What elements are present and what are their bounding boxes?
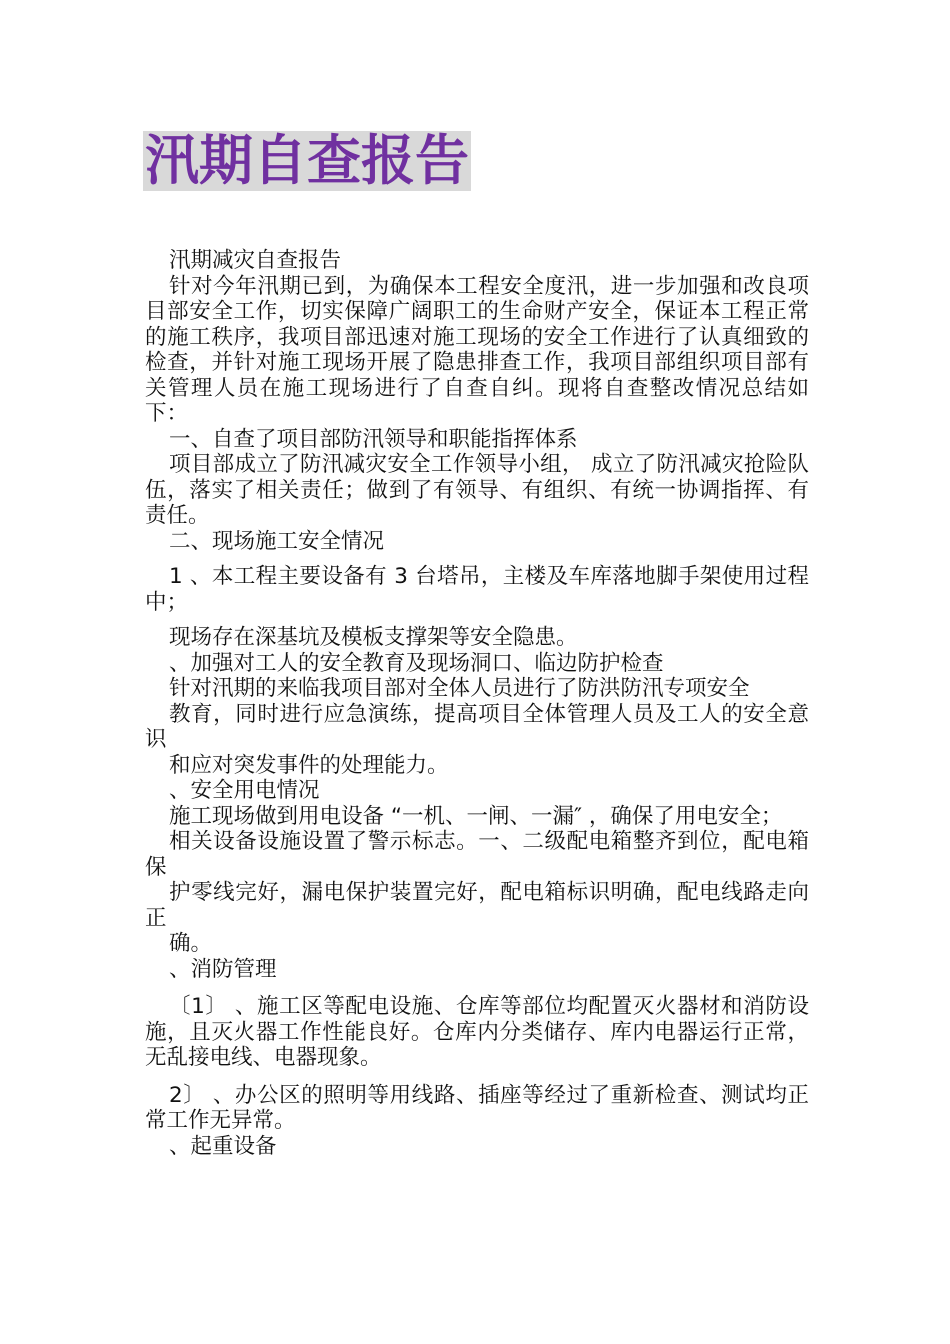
paragraph-section-2-heading: 二、现场施工安全情况: [169, 528, 385, 554]
document-body: [145, 248, 809, 1159]
paragraph-fire-heading: 、消防管理: [169, 956, 277, 982]
paragraph-subtitle: 汛期减灾自查报告: [169, 248, 342, 273]
paragraph-education-heading: 、加强对工人的安全教育及现场洞口、临边防护检查: [169, 650, 664, 676]
paragraph-electric-3: 护零线完好，漏电保护装置完好，配电箱标识明确，配电线路走向正: [145, 880, 809, 931]
paragraph-fire-2: 2〕 、办公区的照明等用线路、插座等经过了重新检查、测试均正常工作无异常。: [145, 1082, 809, 1133]
paragraph-electric-2: 相关设备设施设置了警示标志。一、二级配电箱整齐到位，配电箱保: [145, 829, 809, 880]
paragraph-lifting-heading: 、起重设备: [169, 1133, 277, 1159]
paragraph-education-1: 针对汛期的来临我项目部对全体人员进行了防洪防汛专项安全: [169, 676, 750, 701]
paragraph-section-1-heading: 一、自查了项目部防汛领导和职能指挥体系: [169, 426, 578, 452]
paragraph-section-1-body: 项目部成立了防汛减灾安全工作领导小组， 成立了防汛减灾抢险队伍，落实了相关责任；做到了有领导、有组织、有统一协调指挥、有责任。: [145, 452, 809, 528]
paragraph-electric-heading: 、安全用电情况: [169, 778, 320, 803]
paragraph-education-3: 和应对突发事件的处理能力。: [169, 752, 449, 778]
paragraph-fire-1: 〔1〕 、施工区等配电设施、仓库等部位均配置灭火器材和消防设施，且灭火器工作性能良好。仓库内分类储存、库内电器运行正常，无乱接电线、电器现象。: [145, 994, 809, 1070]
document-title: 汛期自查报告: [145, 129, 469, 192]
paragraph-equipment: 1 、本工程主要设备有 3 台塔吊，主楼及车库落地脚手架使用过程中；: [145, 564, 809, 615]
paragraph-intro: 针对今年汛期已到，为确保本工程安全度汛，进一步加强和改良项目部安全工作，切实保障广阔职工的生命财产安全，保证本工程正常的施工秩序，我项目部迅速对施工现场的安全工作进行了认真细致的检查，并针对施工现场开展了隐患排查工作，我项目部组织项目部有关管理人员在施工现场进行了自查自纠。现将自查整改情况总结如下：: [145, 273, 809, 426]
paragraph-electric-1: 施工现场做到用电设备 “一机、一闸、一漏″ ，确保了用电安全；: [169, 803, 783, 829]
paragraph-hazards: 现场存在深基坑及模板支撑架等安全隐患。: [169, 625, 578, 650]
paragraph-education-2: 教育，同时进行应急演练，提高项目全体管理人员及工人的安全意识: [145, 701, 809, 752]
paragraph-electric-4: 确。: [169, 931, 213, 956]
